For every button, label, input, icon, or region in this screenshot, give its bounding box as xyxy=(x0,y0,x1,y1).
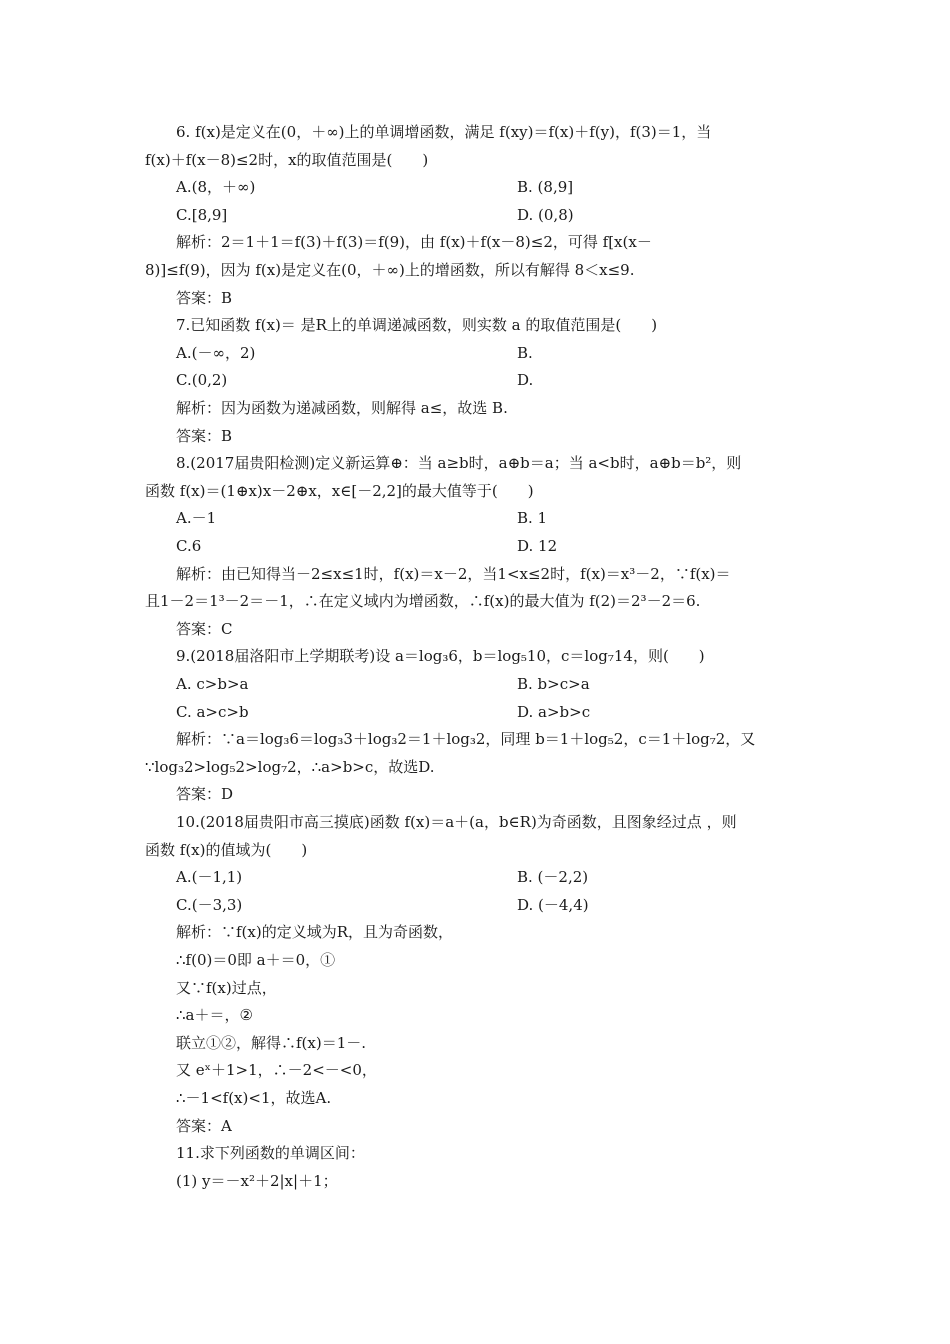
text-line: 解析：2＝1＋1＝f(3)＋f(3)＝f(9)，由 f(x)＋f(x－8)≤2，可得 f[x(x－ xyxy=(176,233,652,251)
text-line: 解析：∵a＝log₃6＝log₃3＋log₃2＝1＋log₃2，同理 b＝1＋log₅2，c＝1＋log₇2，又 xyxy=(176,730,756,748)
option-left: C. a>c>b xyxy=(176,703,249,721)
text-line: 函数 f(x)的值域为( ) xyxy=(145,841,308,859)
text-line: 11.求下列函数的单调区间： xyxy=(176,1144,365,1162)
text-line: ∴a＋＝，② xyxy=(176,1006,253,1024)
text-line: 函数 f(x)＝(1⊕x)x－2⊕x，x∈[－2,2]的最大值等于( ) xyxy=(145,482,534,500)
text-line: f(x)＋f(x－8)≤2时，x的取值范围是( ) xyxy=(145,151,429,169)
option-left: C.6 xyxy=(176,537,202,555)
text-line: ∵log₃2>log₅2>log₇2，∴a>b>c，故选D. xyxy=(145,758,435,776)
text-line: 联立①②，解得∴f(x)＝1－. xyxy=(176,1034,367,1052)
text-line: ∴－1<f(x)<1，故选A. xyxy=(176,1089,332,1107)
text-line: 答案：A xyxy=(176,1117,232,1135)
option-right: B. b>c>a xyxy=(517,675,590,693)
option-right: D. xyxy=(517,371,534,389)
text-line: ∴f(0)＝0即 a＋＝0，① xyxy=(176,951,336,969)
option-left: A.(－∞，2) xyxy=(176,344,256,362)
option-left: A.(－1,1) xyxy=(176,868,243,886)
text-line: 答案：B xyxy=(176,289,233,307)
option-right: B. (－2,2) xyxy=(517,868,589,886)
option-right: B. 1 xyxy=(517,509,548,527)
option-left: A.(8，＋∞) xyxy=(176,178,256,196)
option-right: D. (0,8) xyxy=(517,206,574,224)
text-line: 解析：∵f(x)的定义域为R，且为奇函数， xyxy=(176,923,454,941)
option-right: B. xyxy=(517,344,533,362)
text-line: 9.(2018届洛阳市上学期联考)设 a＝log₃6，b＝log₅10，c＝log₇14，则( ) xyxy=(176,647,705,665)
option-right: D. (－4,4) xyxy=(517,896,589,914)
text-line: 10.(2018届贵阳市高三摸底)函数 f(x)＝a＋(a，b∈R)为奇函数，且图象经过点 ，则 xyxy=(176,813,737,831)
text-line: 答案：D xyxy=(176,785,234,803)
option-right: D. 12 xyxy=(517,537,558,555)
option-left: A.－1 xyxy=(176,509,217,527)
text-line: 解析：由已知得当－2≤x≤1时，f(x)＝x－2，当1<x≤2时，f(x)＝x³－2，∵f(x)＝ xyxy=(176,565,731,583)
text-line: 答案：C xyxy=(176,620,233,638)
text-line: 7.已知函数 f(x)＝ 是R上的单调递减函数，则实数 a 的取值范围是( ) xyxy=(176,316,658,334)
text-line: 且1－2＝1³－2＝－1，∴在定义域内为增函数，∴f(x)的最大值为 f(2)＝2³－2＝6. xyxy=(145,592,701,610)
option-left: C.(－3,3) xyxy=(176,896,243,914)
text-line: 又 eˣ＋1>1，∴－2<－<0， xyxy=(176,1061,377,1079)
option-left: C.(0,2) xyxy=(176,371,228,389)
text-line: 6. f(x)是定义在(0，＋∞)上的单调增函数，满足 f(xy)＝f(x)＋f(y)，f(3)＝1，当 xyxy=(176,123,712,141)
text-line: 8.(2017届贵阳检测)定义新运算⊕：当 a≥b时，a⊕b＝a；当 a<b时，a⊕b＝b²，则 xyxy=(176,454,742,472)
text-line: 答案：B xyxy=(176,427,233,445)
option-right: B. (8,9] xyxy=(517,178,574,196)
option-right: D. a>b>c xyxy=(517,703,591,721)
text-line: 又∵f(x)过点， xyxy=(176,979,277,997)
text-line: 解析：因为函数为递减函数，则解得 a≤，故选 B. xyxy=(176,399,508,417)
option-left: C.[8,9] xyxy=(176,206,228,224)
option-left: A. c>b>a xyxy=(176,675,249,693)
text-line: 8)]≤f(9)，因为 f(x)是定义在(0，＋∞)上的增函数，所以有解得 8＜x≤9. xyxy=(145,261,635,279)
text-line: (1) y＝－x²＋2|x|＋1； xyxy=(176,1172,338,1190)
